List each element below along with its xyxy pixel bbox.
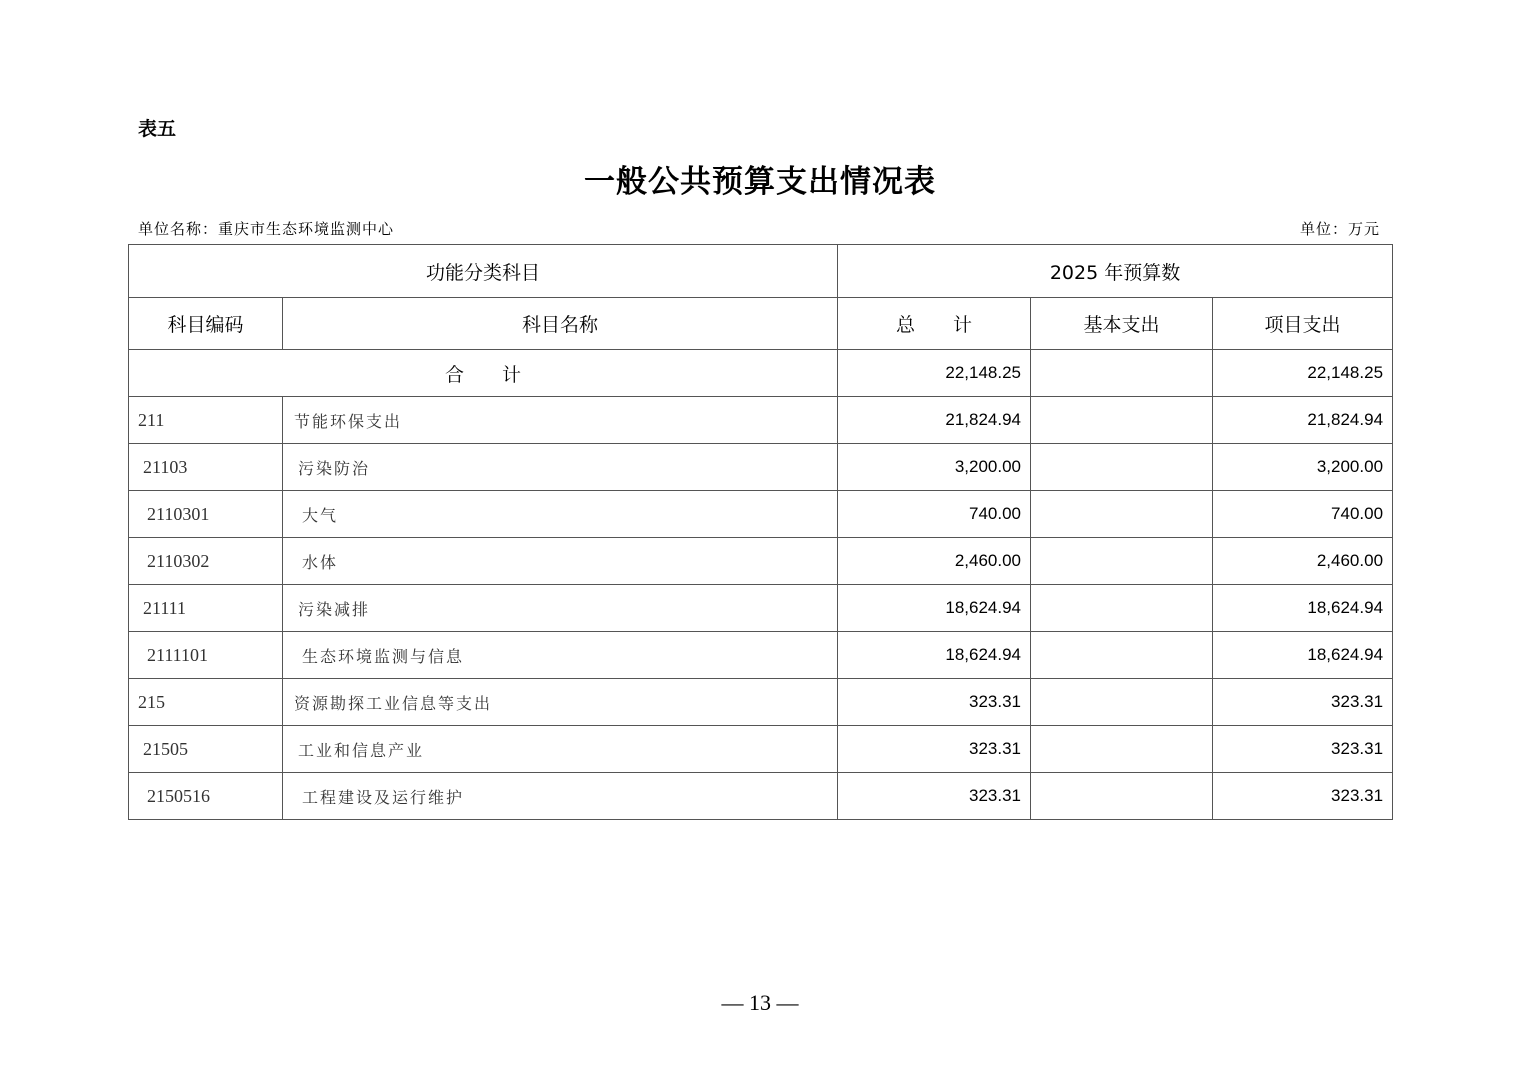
- row-name: 工业和信息产业: [283, 726, 838, 773]
- table-header-group-row: [129, 245, 1393, 298]
- table-row: [129, 726, 1393, 773]
- row-basic: [1031, 491, 1213, 538]
- table-label: 表五: [138, 118, 177, 140]
- row-total: 740.00: [838, 491, 1031, 538]
- row-project: 323.31: [1213, 726, 1393, 773]
- row-code: 21103: [129, 444, 283, 491]
- total-label: 合 计: [129, 350, 838, 397]
- row-project: 3,200.00: [1213, 444, 1393, 491]
- header-subject-name: 科目名称: [283, 298, 838, 350]
- row-basic: [1031, 538, 1213, 585]
- row-code: 2111101: [129, 632, 283, 679]
- row-project: 323.31: [1213, 773, 1393, 820]
- row-code: 211: [129, 397, 283, 444]
- document-title: 一般公共预算支出情况表: [584, 164, 936, 200]
- row-code: 2110302: [129, 538, 283, 585]
- row-total: 18,624.94: [838, 585, 1031, 632]
- row-project: 18,624.94: [1213, 585, 1393, 632]
- row-code: 215: [129, 679, 283, 726]
- table-row: [129, 585, 1393, 632]
- row-project: 21,824.94: [1213, 397, 1393, 444]
- row-project: 740.00: [1213, 491, 1393, 538]
- row-project: 2,460.00: [1213, 538, 1393, 585]
- row-code: 2110301: [129, 491, 283, 538]
- row-code: 21505: [129, 726, 283, 773]
- row-basic: [1031, 773, 1213, 820]
- table-row: [129, 491, 1393, 538]
- table-row: [129, 444, 1393, 491]
- total-amount: 22,148.25: [838, 350, 1031, 397]
- page-number: — 13 —: [721, 990, 799, 1015]
- row-total: 21,824.94: [838, 397, 1031, 444]
- header-functional-classification: 功能分类科目: [129, 245, 838, 298]
- row-project: 18,624.94: [1213, 632, 1393, 679]
- header-basic-expenditure: 基本支出: [1031, 298, 1213, 350]
- header-budget-year: 2025 年预算数: [838, 245, 1393, 298]
- row-basic: [1031, 632, 1213, 679]
- row-name: 污染防治: [283, 444, 838, 491]
- row-name: 生态环境监测与信息: [283, 632, 838, 679]
- row-code: 2150516: [129, 773, 283, 820]
- table-row: [129, 773, 1393, 820]
- row-code: 21111: [129, 585, 283, 632]
- row-name: 污染减排: [283, 585, 838, 632]
- total-row: [129, 350, 1393, 397]
- table-header-row: [129, 298, 1393, 350]
- table-row: [129, 538, 1393, 585]
- row-name: 水体: [283, 538, 838, 585]
- header-subject-code: 科目编码: [129, 298, 283, 350]
- row-name: 资源勘探工业信息等支出: [283, 679, 838, 726]
- table-row: [129, 632, 1393, 679]
- row-name: 节能环保支出: [283, 397, 838, 444]
- row-basic: [1031, 585, 1213, 632]
- row-total: 3,200.00: [838, 444, 1031, 491]
- unit-label: 单位：万元: [1299, 220, 1380, 238]
- total-project: 22,148.25: [1213, 350, 1393, 397]
- header-project-expenditure: 项目支出: [1213, 298, 1393, 350]
- row-total: 323.31: [838, 679, 1031, 726]
- row-name: 工程建设及运行维护: [283, 773, 838, 820]
- row-total: 323.31: [838, 726, 1031, 773]
- row-basic: [1031, 444, 1213, 491]
- table-row: [129, 679, 1393, 726]
- table-row: [129, 397, 1393, 444]
- row-total: 323.31: [838, 773, 1031, 820]
- unit-name: 单位名称：重庆市生态环境监测中心: [138, 220, 395, 238]
- total-basic: [1031, 350, 1213, 397]
- budget-table: [128, 244, 1393, 820]
- row-name: 大气: [283, 491, 838, 538]
- row-total: 2,460.00: [838, 538, 1031, 585]
- row-basic: [1031, 726, 1213, 773]
- row-project: 323.31: [1213, 679, 1393, 726]
- row-total: 18,624.94: [838, 632, 1031, 679]
- row-basic: [1031, 679, 1213, 726]
- row-basic: [1031, 397, 1213, 444]
- header-total: 总 计: [838, 298, 1031, 350]
